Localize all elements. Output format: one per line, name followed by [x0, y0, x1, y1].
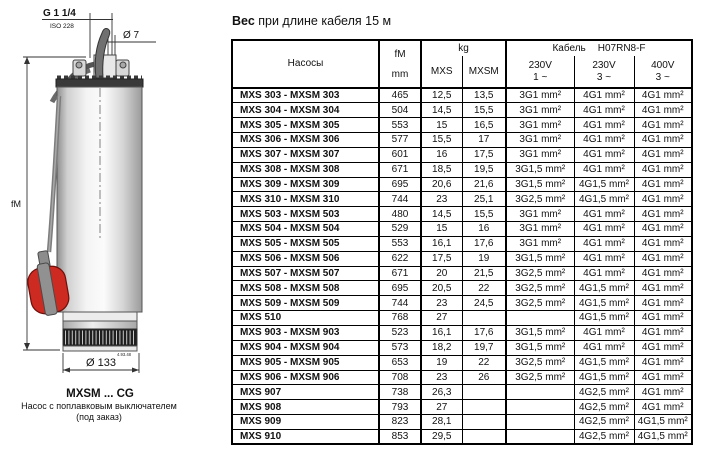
- page-title-rest: при длине кабеля 15 м: [254, 14, 392, 28]
- cell-mxsm: 19,7: [462, 340, 506, 355]
- cell-name: MXS 905 - MXSM 905: [232, 355, 379, 370]
- cell-c230v1: 3G1 mm²: [506, 103, 574, 118]
- cell-mxsm: 22: [462, 355, 506, 370]
- table-row: [232, 133, 692, 148]
- pump-suction-section: [63, 312, 137, 351]
- table-row: [232, 340, 692, 355]
- cell-mm: 768: [379, 311, 421, 326]
- cell-mxs: 16,1: [421, 236, 462, 251]
- header-mm-label: mm: [391, 69, 409, 80]
- cell-c400v3: 4G1 mm²: [634, 192, 692, 207]
- cell-mm: 744: [379, 296, 421, 311]
- pump-body: [57, 87, 142, 312]
- cell-c230v1: [506, 429, 574, 444]
- cell-mxsm: 17,5: [462, 147, 506, 162]
- cell-mm: 601: [379, 147, 421, 162]
- cell-name: MXS 304 - MXSM 304: [232, 103, 379, 118]
- cell-c230v1: 3G2,5 mm²: [506, 266, 574, 281]
- cell-c400v3: 4G1 mm²: [634, 222, 692, 237]
- cell-name: MXS 307 - MXSM 307: [232, 147, 379, 162]
- cell-name: MXS 909: [232, 415, 379, 430]
- cell-mxs: 18,2: [421, 340, 462, 355]
- cell-mm: 622: [379, 251, 421, 266]
- table-row: [232, 118, 692, 133]
- cell-name: MXS 904 - MXSM 904: [232, 340, 379, 355]
- cell-mxsm: [462, 415, 506, 430]
- cell-c230v1: 3G2,5 mm²: [506, 370, 574, 385]
- cell-c230v3: 4G2,5 mm²: [574, 385, 634, 400]
- cell-mxs: 20,5: [421, 281, 462, 296]
- cell-c400v3: 4G1 mm²: [634, 133, 692, 148]
- iso-standard-label: ISO 228: [50, 23, 74, 30]
- cell-mm: 708: [379, 370, 421, 385]
- drawing-caption-desc: Насос с поплавковым выключателем: [21, 401, 177, 411]
- cell-name: MXS 305 - MXSM 305: [232, 118, 379, 133]
- cell-mxsm: 21,5: [462, 266, 506, 281]
- cell-c230v1: [506, 385, 574, 400]
- cell-mm: 653: [379, 355, 421, 370]
- cell-c400v3: 4G1 mm²: [634, 162, 692, 177]
- cell-mxs: 20: [421, 266, 462, 281]
- cell-name: MXS 510: [232, 311, 379, 326]
- cell-mxsm: 19: [462, 251, 506, 266]
- cell-mxs: 12,5: [421, 88, 462, 103]
- cell-name: MXS 306 - MXSM 306: [232, 133, 379, 148]
- cell-c230v1: 3G1,5 mm²: [506, 326, 574, 341]
- table-row: [232, 103, 692, 118]
- diameter-dim-label: Ø 133: [86, 357, 116, 369]
- cell-mm: 553: [379, 118, 421, 133]
- table-row: [232, 207, 692, 222]
- cell-c230v1: 3G1,5 mm²: [506, 177, 574, 192]
- cell-mxs: 23: [421, 370, 462, 385]
- cell-name: MXS 508 - MXSM 508: [232, 281, 379, 296]
- table-row: [232, 400, 692, 415]
- cell-c230v3: 4G1,5 mm²: [574, 281, 634, 296]
- cell-mxsm: 16: [462, 222, 506, 237]
- cell-mxsm: 15,5: [462, 207, 506, 222]
- pump-top-band: [56, 78, 143, 88]
- cell-c400v3: 4G1 mm²: [634, 311, 692, 326]
- height-dim-arrow-bottom: [24, 343, 30, 350]
- header-phase-label: 3 ~: [596, 71, 612, 83]
- cell-mxsm: [462, 311, 506, 326]
- cell-c400v3: 4G1 mm²: [634, 177, 692, 192]
- cell-c230v1: 3G1,5 mm²: [506, 340, 574, 355]
- cell-name: MXS 506 - MXSM 506: [232, 251, 379, 266]
- cell-name: MXS 910: [232, 429, 379, 444]
- cell-c400v3: 4G1 mm²: [634, 296, 692, 311]
- diameter-dim-arrow-right: [132, 368, 139, 373]
- cell-name: MXS 906 - MXSM 906: [232, 370, 379, 385]
- cell-mxs: 16,1: [421, 326, 462, 341]
- header-voltage-label: 230V: [528, 60, 552, 72]
- cell-mm: 793: [379, 400, 421, 415]
- cell-mm: 553: [379, 236, 421, 251]
- drawing-caption-model: MXSM ... CG: [66, 388, 134, 400]
- col-header-pumps: Насосы: [232, 40, 379, 88]
- cell-mxsm: 21,6: [462, 177, 506, 192]
- cell-c230v1: 3G2,5 mm²: [506, 281, 574, 296]
- cell-mm: 671: [379, 162, 421, 177]
- cell-mxs: 26,3: [421, 385, 462, 400]
- diameter-dim-arrow-left: [63, 368, 70, 373]
- col-header-mxs: MXS: [421, 56, 462, 88]
- col-header-230v-1ph: [506, 56, 574, 88]
- cell-c400v3: 4G1 mm²: [634, 340, 692, 355]
- cell-c230v1: 3G1 mm²: [506, 207, 574, 222]
- header-voltage-label: 400V: [651, 60, 675, 72]
- col-header-230v-3ph: [574, 56, 634, 88]
- cell-name: MXS 308 - MXSM 308: [232, 162, 379, 177]
- table-row: [232, 88, 692, 103]
- cell-mxsm: 26: [462, 370, 506, 385]
- cell-mxsm: 25,1: [462, 192, 506, 207]
- cell-c230v1: [506, 311, 574, 326]
- cell-c230v3: 4G1 mm²: [574, 207, 634, 222]
- cell-c230v3: 4G1,5 mm²: [574, 177, 634, 192]
- cell-mxsm: 17,6: [462, 326, 506, 341]
- cell-c230v3: 4G2,5 mm²: [574, 415, 634, 430]
- cell-name: MXS 503 - MXSM 503: [232, 207, 379, 222]
- cell-c230v3: 4G1 mm²: [574, 251, 634, 266]
- cell-c400v3: 4G1 mm²: [634, 370, 692, 385]
- table-row: [232, 251, 692, 266]
- cell-c230v3: 4G1,5 mm²: [574, 370, 634, 385]
- cell-c230v3: 4G2,5 mm²: [574, 400, 634, 415]
- col-header-kg: kg: [421, 40, 506, 56]
- cell-mm: 504: [379, 103, 421, 118]
- cell-mxs: 15: [421, 222, 462, 237]
- col-header-mxsm: MXSM: [462, 56, 506, 88]
- cell-c230v1: [506, 415, 574, 430]
- cell-c400v3: 4G1 mm²: [634, 147, 692, 162]
- weights-table-header: [232, 40, 692, 88]
- cell-c230v1: 3G1 mm²: [506, 118, 574, 133]
- cell-mm: 523: [379, 326, 421, 341]
- cell-c230v3: 4G1 mm²: [574, 133, 634, 148]
- cell-c230v1: 3G1 mm²: [506, 88, 574, 103]
- table-row: [232, 429, 692, 444]
- cell-mxsm: [462, 429, 506, 444]
- cell-mxsm: 17,6: [462, 236, 506, 251]
- hole-size-label: Ø 7: [123, 30, 140, 41]
- drawing-caption-note: (под заказ): [76, 412, 122, 422]
- height-dim-label: fM: [11, 199, 21, 209]
- cell-mxs: 23: [421, 192, 462, 207]
- cell-c230v1: 3G2,5 mm²: [506, 296, 574, 311]
- page-title: [232, 14, 391, 28]
- cell-name: MXS 309 - MXSM 309: [232, 177, 379, 192]
- cell-name: MXS 505 - MXSM 505: [232, 236, 379, 251]
- header-phase-label: 1 ~: [533, 71, 548, 83]
- cell-c230v1: 3G2,5 mm²: [506, 355, 574, 370]
- cell-c400v3: 4G1 mm²: [634, 385, 692, 400]
- cell-name: MXS 907: [232, 385, 379, 400]
- cell-c400v3: 4G1 mm²: [634, 118, 692, 133]
- cell-mxsm: 13,5: [462, 88, 506, 103]
- cell-mm: 738: [379, 385, 421, 400]
- cell-c400v3: 4G1 mm²: [634, 251, 692, 266]
- cell-c230v3: 4G1 mm²: [574, 266, 634, 281]
- cell-c400v3: 4G1 mm²: [634, 400, 692, 415]
- cell-name: MXS 903 - MXSM 903: [232, 326, 379, 341]
- cell-c230v1: [506, 400, 574, 415]
- cell-mxsm: 16,5: [462, 118, 506, 133]
- cell-mxs: 15,5: [421, 133, 462, 148]
- cell-mm: 529: [379, 222, 421, 237]
- cell-name: MXS 509 - MXSM 509: [232, 296, 379, 311]
- pump-drawing-pane: [0, 0, 230, 454]
- cell-mxsm: 24,5: [462, 296, 506, 311]
- table-row: [232, 355, 692, 370]
- cell-mm: 573: [379, 340, 421, 355]
- cell-mxsm: 22: [462, 281, 506, 296]
- cell-mm: 853: [379, 429, 421, 444]
- cell-c400v3: 4G1,5 mm²: [634, 429, 692, 444]
- cell-mm: 695: [379, 281, 421, 296]
- cell-mm: 465: [379, 88, 421, 103]
- cell-c230v3: 4G1 mm²: [574, 326, 634, 341]
- cell-c230v1: 3G1 mm²: [506, 236, 574, 251]
- thread-size-label: G 1 1/4: [43, 8, 76, 19]
- table-row: [232, 281, 692, 296]
- col-header-cable: [506, 40, 692, 56]
- table-row: [232, 415, 692, 430]
- page-title-bold: Вес: [232, 14, 255, 28]
- cell-mxs: 19: [421, 355, 462, 370]
- cell-c230v3: 4G1,5 mm²: [574, 192, 634, 207]
- cell-mxs: 16: [421, 147, 462, 162]
- cell-c400v3: 4G1 mm²: [634, 355, 692, 370]
- cell-c230v3: 4G1 mm²: [574, 103, 634, 118]
- cell-mxsm: [462, 400, 506, 415]
- cell-name: MXS 908: [232, 400, 379, 415]
- cell-c230v3: 4G2,5 mm²: [574, 429, 634, 444]
- header-voltage-label: 230V: [592, 60, 616, 72]
- cell-mxsm: [462, 385, 506, 400]
- table-row: [232, 177, 692, 192]
- table-row: [232, 370, 692, 385]
- cell-mxs: 20,6: [421, 177, 462, 192]
- table-row: [232, 192, 692, 207]
- col-header-fm-mm: [379, 40, 421, 88]
- cell-c230v1: 3G1 mm²: [506, 147, 574, 162]
- cell-mxs: 27: [421, 311, 462, 326]
- cell-mm: 744: [379, 192, 421, 207]
- cell-c230v1: 3G2,5 mm²: [506, 192, 574, 207]
- cell-mxs: 14,5: [421, 103, 462, 118]
- cell-name: MXS 310 - MXSM 310: [232, 192, 379, 207]
- cell-c230v3: 4G1 mm²: [574, 222, 634, 237]
- content-pane: [230, 0, 711, 454]
- cell-c230v3: 4G1,5 mm²: [574, 311, 634, 326]
- table-row: [232, 385, 692, 400]
- cell-c230v1: 3G1,5 mm²: [506, 162, 574, 177]
- cell-c400v3: 4G1 mm²: [634, 266, 692, 281]
- header-cable-label: Кабель: [552, 42, 586, 54]
- table-row: [232, 296, 692, 311]
- table-row: [232, 147, 692, 162]
- table-row: [232, 222, 692, 237]
- cell-name: MXS 303 - MXSM 303: [232, 88, 379, 103]
- cell-c230v3: 4G1,5 mm²: [574, 296, 634, 311]
- cell-c230v3: 4G1 mm²: [574, 162, 634, 177]
- cell-c230v1: 3G1,5 mm²: [506, 251, 574, 266]
- cell-c230v3: 4G1 mm²: [574, 340, 634, 355]
- cell-c230v3: 4G1 mm²: [574, 88, 634, 103]
- cell-name: MXS 504 - MXSM 504: [232, 222, 379, 237]
- header-fm-label: fM: [394, 48, 406, 60]
- cell-mm: 671: [379, 266, 421, 281]
- weights-table: [231, 39, 693, 445]
- cell-mxs: 27: [421, 400, 462, 415]
- cell-mxs: 28,1: [421, 415, 462, 430]
- header-phase-label: 3 ~: [655, 71, 670, 83]
- cell-c230v1: 3G1 mm²: [506, 133, 574, 148]
- cell-mxsm: 15,5: [462, 103, 506, 118]
- cell-c230v1: 3G1 mm²: [506, 222, 574, 237]
- cell-mxs: 14,5: [421, 207, 462, 222]
- table-row: [232, 236, 692, 251]
- cell-c230v3: 4G1 mm²: [574, 236, 634, 251]
- cell-name: MXS 507 - MXSM 507: [232, 266, 379, 281]
- cell-c400v3: 4G1 mm²: [634, 88, 692, 103]
- cell-mxs: 18,5: [421, 162, 462, 177]
- cell-mxs: 17,5: [421, 251, 462, 266]
- cell-mxsm: 17: [462, 133, 506, 148]
- cell-c400v3: 4G1 mm²: [634, 236, 692, 251]
- cell-mm: 823: [379, 415, 421, 430]
- cell-c230v3: 4G1 mm²: [574, 147, 634, 162]
- header-cable-type: H07RN8-F: [597, 42, 646, 54]
- drawing-code: 4.93.48: [117, 352, 131, 357]
- cell-mxs: 29,5: [421, 429, 462, 444]
- cell-c230v3: 4G1 mm²: [574, 118, 634, 133]
- table-row: [232, 311, 692, 326]
- cell-c400v3: 4G1 mm²: [634, 326, 692, 341]
- height-dim-arrow-top: [24, 57, 30, 64]
- weights-table-body: [232, 88, 692, 444]
- cell-mm: 695: [379, 177, 421, 192]
- cell-c400v3: 4G1 mm²: [634, 207, 692, 222]
- cell-c400v3: 4G1 mm²: [634, 281, 692, 296]
- cell-c400v3: 4G1,5 mm²: [634, 415, 692, 430]
- cell-mm: 577: [379, 133, 421, 148]
- table-row: [232, 162, 692, 177]
- table-row: [232, 326, 692, 341]
- cell-mm: 480: [379, 207, 421, 222]
- cell-mxs: 23: [421, 296, 462, 311]
- cell-mxsm: 19,5: [462, 162, 506, 177]
- pump-technical-drawing: [0, 0, 230, 454]
- cell-mxs: 15: [421, 118, 462, 133]
- col-header-400v-3ph: [634, 56, 692, 88]
- cell-c230v3: 4G1,5 mm²: [574, 355, 634, 370]
- cell-c400v3: 4G1 mm²: [634, 103, 692, 118]
- table-row: [232, 266, 692, 281]
